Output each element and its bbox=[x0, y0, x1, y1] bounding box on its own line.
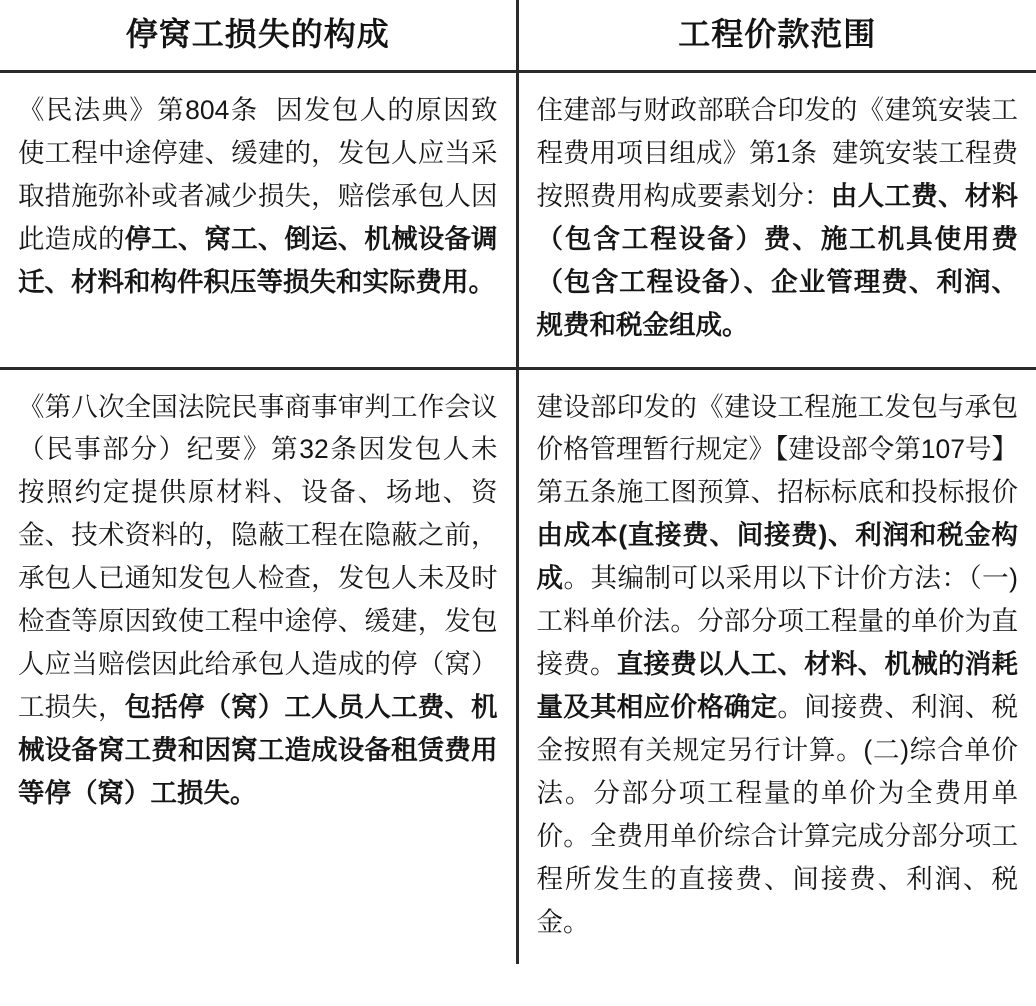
row-2-left-cell bbox=[0, 368, 517, 963]
table-row bbox=[0, 72, 1036, 369]
header-cell-right bbox=[517, 0, 1036, 72]
table-row bbox=[0, 368, 1036, 963]
row-2-right-cell bbox=[517, 368, 1036, 963]
column-header-price-scope: 工程价款范围 bbox=[678, 16, 877, 52]
row-1-left-text: 《民法典》第804条 因发包人的原因致使工程中途停建、缓建的，发包人应当采取措施弥补或者减少损失，赔偿承包人因此造成的停工、窝工、倒运、机械设备调迁、材料和构件积压等损失和实际费用。 bbox=[18, 95, 498, 297]
row-1-right-text: 住建部与财政部联合印发的《建筑安装工程费用项目组成》第1条 建筑安装工程费按照费用构成要素划分：由人工费、材料（包含工程设备）费、施工机具使用费（包含工程设备）、企业管理费、利润、规费和税金组成。 bbox=[536, 95, 1019, 340]
header-cell-left bbox=[0, 0, 517, 72]
column-header-loss-composition: 停窝工损失的构成 bbox=[125, 16, 390, 52]
row-2-right-text: 建设部印发的《建设工程施工发包与承包价格管理暂行规定》【建设部令第107号】第五条施工图预算、招标标底和投标报价由成本(直接费、间接费)、利润和税金构成。其编制可以采用以下计价方法：（一)工料单价法。分部分项工程量的单价为直接费。直接费以人工、材料、机械的消耗量及其相应价格确定。间接费、利润、税金按照有关规定另行计算。(二)综合单价法。分部分项工程量的单价为全费用单价。全费用单价综合计算完成分部分项工程所发生的直接费、间接费、利润、税金。 bbox=[536, 391, 1019, 937]
row-1-right-cell bbox=[517, 72, 1036, 369]
row-2-left-text: 《第八次全国法院民事商事审判工作会议（民事部分）纪要》第32条因发包人未按照约定提供原材料、设备、场地、资金、技术资料的，隐蔽工程在隐蔽之前，承包人已通知发包人检查，发包人未及时检查等原因致使工程中途停、缓建，发包人应当赔偿因此给承包人造成的停（窝）工损失，包括停（窝）工人员人工费、机械设备窝工费和因窝工造成设备租赁费用等停（窝）工损失。 bbox=[18, 391, 498, 808]
row-1-left-cell bbox=[0, 72, 517, 369]
table-header-row bbox=[0, 0, 1036, 72]
